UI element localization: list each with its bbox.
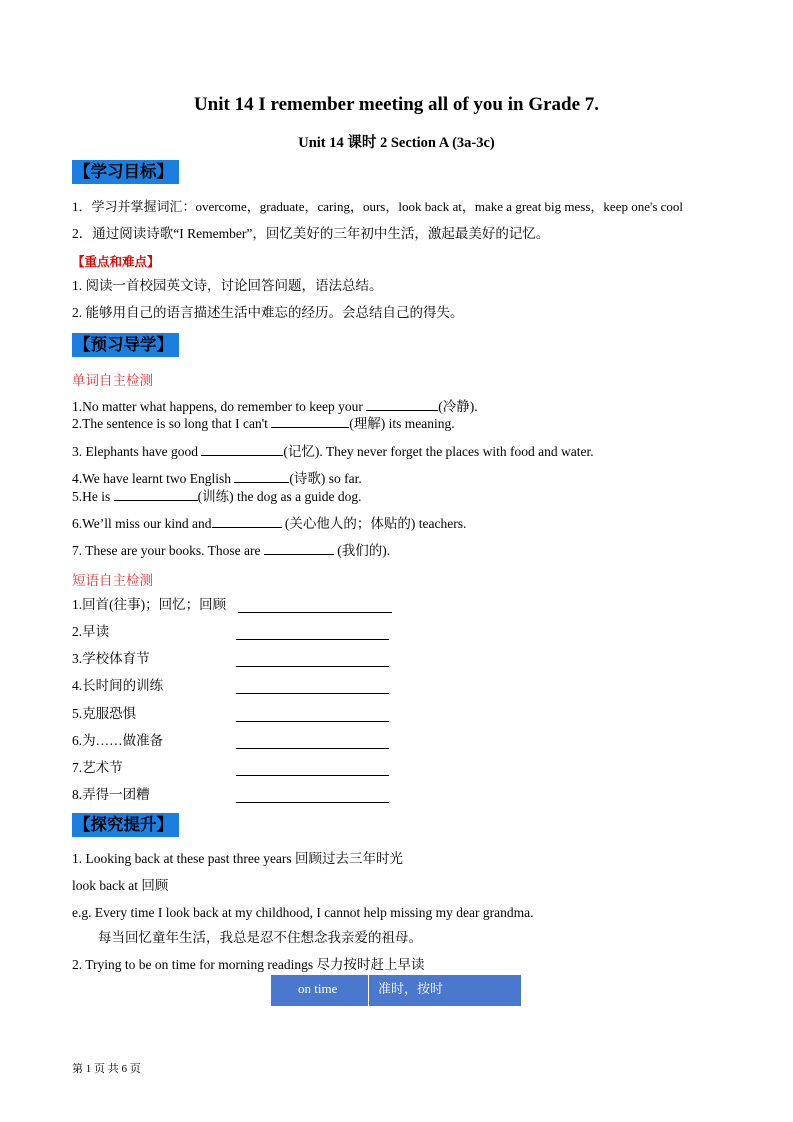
phrase-answer-line[interactable]	[236, 638, 389, 640]
vocab-item-5: 5.He is (训练) the dog as a guide dog.	[72, 489, 362, 504]
vocab-item-4: 4.We have learnt two English (诗歌) so far.	[72, 471, 362, 486]
phrase-answer-line[interactable]	[236, 665, 389, 667]
vocab-test-label: 单词自主检测	[72, 373, 153, 388]
table-meaning: 准时，按时	[378, 981, 444, 996]
answer-blank[interactable]	[366, 397, 438, 411]
answer-blank[interactable]	[114, 487, 198, 501]
answer-blank[interactable]	[264, 541, 334, 555]
answer-blank[interactable]	[234, 469, 289, 483]
goal-item-1: 1．学习并掌握词汇：overcome，graduate，caring，ours，look back at，make a great big mess，keep one's cool	[72, 199, 684, 214]
vocab-item-6: 6.We’ll miss our kind and (关心他人的；体贴的) teachers.	[72, 516, 467, 531]
phrase-item-5: 5.克服恐惧	[72, 706, 137, 721]
key-points-label: 【重点和难点】	[72, 255, 160, 269]
section-heading-preview: 【预习导学】	[72, 333, 179, 357]
vocab-item-1: 1.No matter what happens, do remember to keep your (冷静).	[72, 399, 478, 414]
explore-translation: 每当回忆童年生活，我总是忍不住想念我亲爱的祖母。	[98, 930, 422, 945]
key-point-1: 1. 阅读一首校园英文诗，讨论回答问题，语法总结。	[72, 278, 383, 293]
section-heading-explore: 【探究提升】	[72, 813, 179, 837]
phrase-item-4: 4.长时间的训练	[72, 678, 164, 693]
phrase-answer-line[interactable]	[236, 774, 389, 776]
phrase-item-3: 3.学校体育节	[72, 651, 150, 666]
vocab-table	[271, 975, 521, 1006]
document-title: Unit 14 I remember meeting all of you in Grade 7.	[193, 94, 600, 115]
phrase-answer-line[interactable]	[238, 611, 392, 613]
phrase-test-label: 短语自主检测	[72, 573, 153, 588]
explore-line-3: 2. Trying to be on time for morning readings 尽力按时赶上早读	[72, 957, 425, 972]
vocab-item-2: 2.The sentence is so long that I can't (理解) its meaning.	[72, 416, 455, 431]
explore-example: e.g. Every time I look back at my childhood, I cannot help missing my dear grandma.	[72, 905, 534, 920]
table-term: on time	[271, 975, 369, 1006]
phrase-answer-line[interactable]	[236, 747, 389, 749]
answer-blank[interactable]	[201, 442, 283, 456]
section-heading-goals: 【学习目标】	[72, 160, 179, 184]
phrase-answer-line[interactable]	[236, 692, 389, 694]
phrase-item-6: 6.为……做准备	[72, 733, 164, 748]
phrase-item-1: 1.回首(往事)；回忆；回顾	[72, 597, 227, 612]
phrase-item-7: 7.艺术节	[72, 760, 123, 775]
vocab-item-3: 3. Elephants have good (记忆). They never forget the places with food and water.	[72, 444, 594, 459]
phrase-answer-line[interactable]	[236, 801, 389, 803]
vocab-item-7: 7. These are your books. Those are (我们的).	[72, 543, 391, 558]
phrase-item-8: 8.弄得一团糟	[72, 787, 150, 802]
key-point-2: 2. 能够用自己的语言描述生活中难忘的经历。会总结自己的得失。	[72, 305, 464, 320]
phrase-answer-line[interactable]	[236, 720, 389, 722]
explore-line-2: look back at 回顾	[72, 878, 169, 893]
explore-line-1: 1. Looking back at these past three years 回顾过去三年时光	[72, 851, 404, 866]
document-subtitle: Unit 14 课时 2 Section A (3a-3c)	[298, 135, 495, 151]
phrase-item-2: 2.早读	[72, 624, 110, 639]
answer-blank[interactable]	[271, 414, 349, 428]
answer-blank[interactable]	[212, 514, 282, 528]
page-footer: 第 1 页 共 6 页	[72, 1063, 141, 1075]
goal-item-2: 2．通过阅读诗歌“I Remember”，回忆美好的三年初中生活，激起最美好的记忆。	[72, 226, 550, 241]
